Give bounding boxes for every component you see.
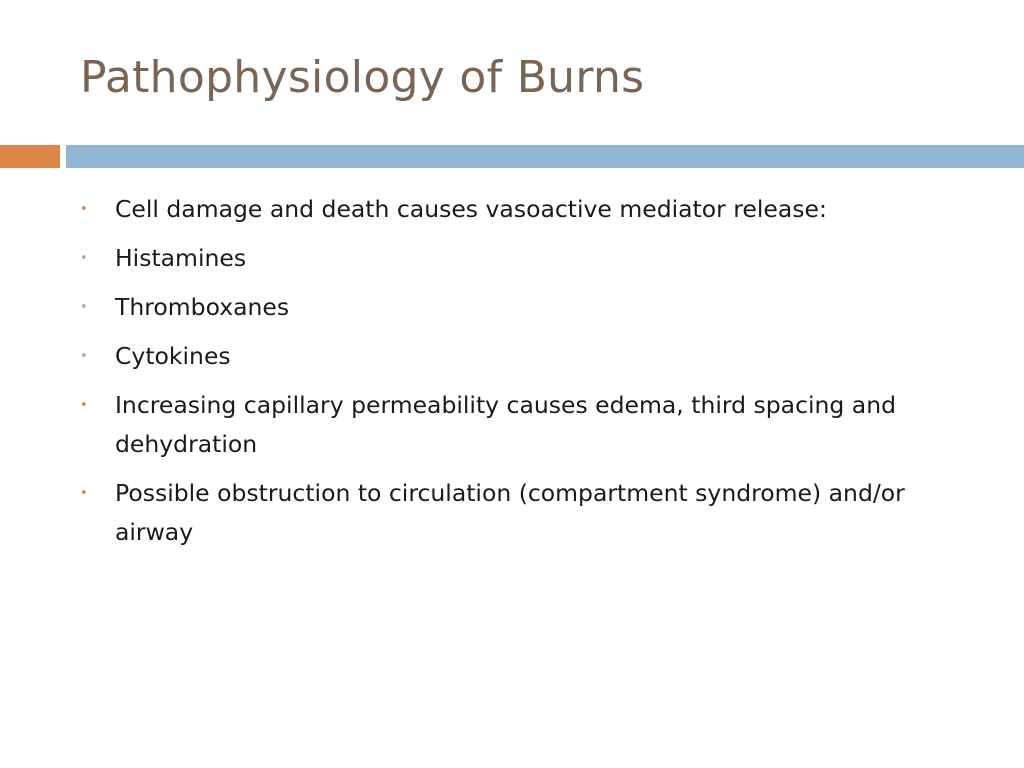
accent-bar: [0, 145, 60, 168]
bullet-marker-icon: •: [80, 398, 88, 413]
bullet-marker-icon: •: [80, 251, 88, 266]
bullet-item: [76, 386, 976, 464]
bullet-text: Increasing capillary permeability causes edema, third spacing and dehydration: [115, 391, 897, 458]
title-underline-bar: [66, 145, 1024, 168]
bullet-text: Histamines: [115, 244, 247, 272]
bullet-text: Cell damage and death causes vasoactive mediator release:: [115, 195, 827, 223]
bullet-text: Thromboxanes: [115, 293, 290, 321]
bullet-item: [76, 337, 976, 376]
bullet-marker-icon: •: [80, 300, 88, 315]
bullet-marker-icon: •: [80, 202, 88, 217]
bullet-item: [76, 474, 976, 552]
slide-title: Pathophysiology of Burns: [80, 52, 645, 103]
bullet-list: [76, 190, 976, 562]
bullet-item: [76, 190, 976, 229]
bullet-marker-icon: •: [80, 486, 88, 501]
bullet-item: [76, 288, 976, 327]
bullet-item: [76, 239, 976, 278]
bullet-text: Possible obstruction to circulation (compartment syndrome) and/or airway: [115, 479, 905, 546]
bullet-marker-icon: •: [80, 349, 88, 364]
bullet-text: Cytokines: [115, 342, 231, 370]
